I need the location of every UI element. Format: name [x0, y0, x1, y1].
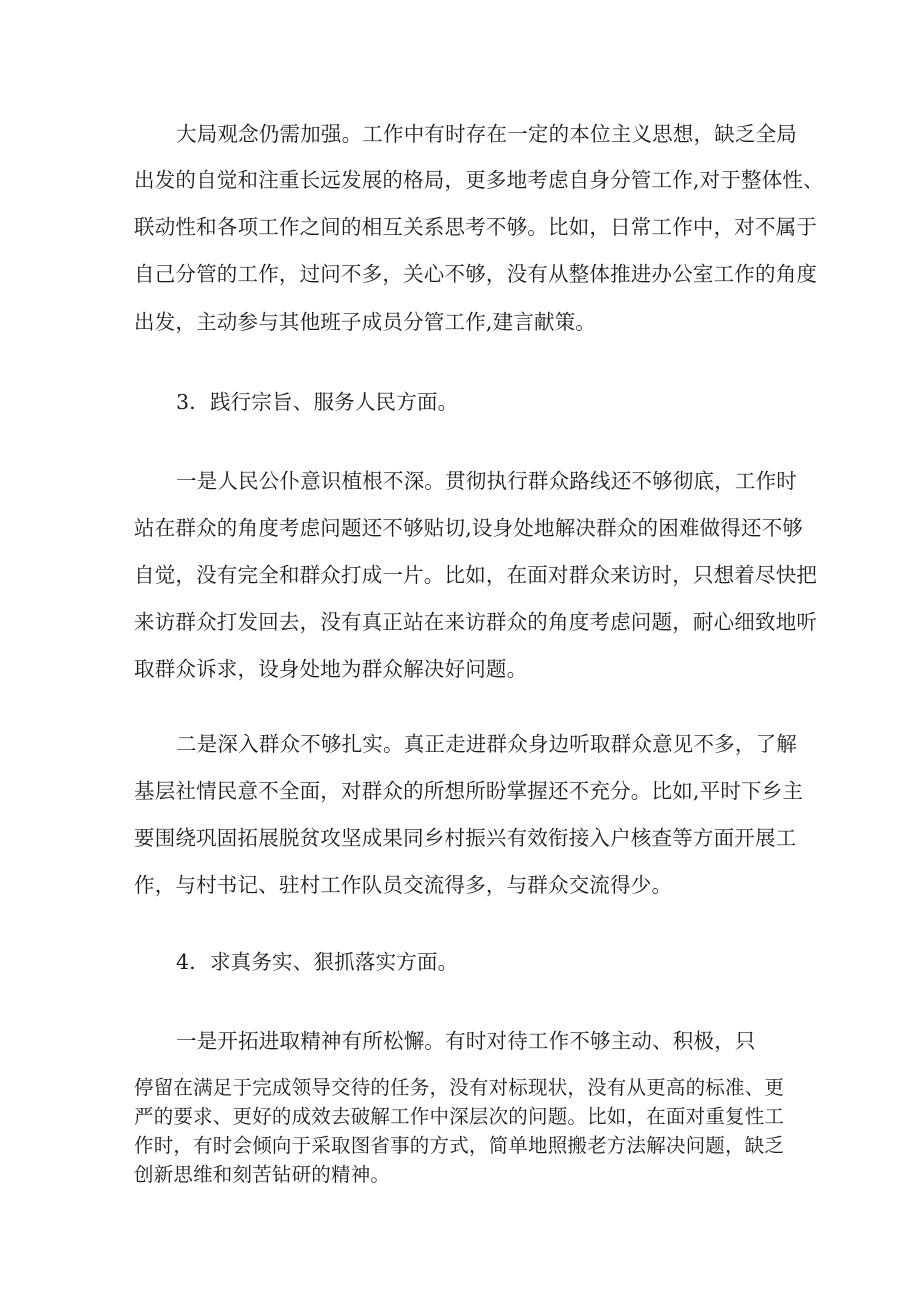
paragraph-line: 要围绕巩固拓展脱贫攻坚成果同乡村振兴有效衔接入户核查等方面开展工 — [134, 826, 797, 850]
section-heading-4: 4．求真务实、狠抓落实方面。 — [176, 950, 459, 974]
paragraph-line: 出发，主动参与其他班子成员分管工作,建言献策。 — [134, 310, 597, 334]
paragraph-line: 站在群众的角度考虑问题还不够贴切,设身处地解决群众的困难做得还不够 — [134, 516, 804, 540]
paragraph-line: 来访群众打发回去，没有真正站在来访群众的角度考虑问题，耐心细致地听 — [134, 610, 818, 634]
paragraph-line: 自己分管的工作，过问不多，关心不够，没有从整体推进办公室工作的角度 — [134, 262, 818, 286]
paragraph-line: 创新思维和刻苦钻研的精神。 — [134, 1163, 391, 1186]
paragraph-line: 严的要求、更好的成效去破解工作中深层次的问题。比如，在面对重复性工 — [134, 1105, 785, 1128]
paragraph-line: 取群众诉求，设身处地为群众解决好问题。 — [134, 657, 528, 681]
paragraph-line: 出发的自觉和注重长远发展的格局，更多地考虑自身分管工作,对于整体性、 — [134, 168, 824, 192]
paragraph-line: 二是深入群众不够扎实。真正走进群众身边听取群众意见不多，了解 — [176, 732, 797, 756]
paragraph-line: 一是人民公仆意识植根不深。贯彻执行群众路线还不够彻底，工作时 — [176, 469, 797, 493]
section-heading-3: 3．践行宗旨、服务人民方面。 — [176, 390, 459, 414]
paragraph-line: 停留在满足于完成领导交待的任务，没有对标现状，没有从更高的标准、更 — [134, 1076, 785, 1099]
paragraph-line: 大局观念仍需加强。工作中有时存在一定的本位主义思想，缺乏全局 — [176, 122, 797, 146]
paragraph-line: 基层社情民意不全面，对群众的所想所盼掌握还不充分。比如,平时下乡主 — [134, 779, 804, 803]
paragraph-line: 自觉，没有完全和群众打成一片。比如，在面对群众来访时，只想着尽快把 — [134, 563, 818, 587]
paragraph-line: 联动性和各项工作之间的相互关系思考不够。比如，日常工作中，对不属于 — [134, 215, 818, 239]
paragraph-line: 一是开拓进取精神有所松懈。有时对待工作不够主动、积极，只 — [176, 1029, 756, 1053]
paragraph-line: 作，与村书记、驻村工作队员交流得多，与群众交流得少。 — [134, 873, 673, 897]
paragraph-line: 作时，有时会倾向于采取图省事的方式，简单地照搬老方法解决问题，缺乏 — [134, 1134, 785, 1157]
